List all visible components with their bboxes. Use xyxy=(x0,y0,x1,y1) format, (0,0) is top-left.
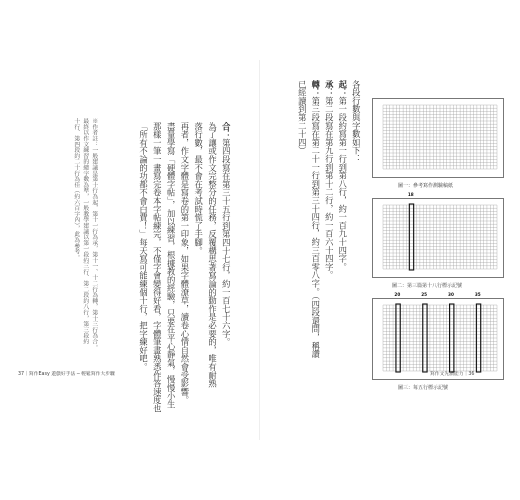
section-lead: 轉： xyxy=(310,80,321,97)
column-number-label: 25 xyxy=(421,292,428,297)
section-lead: 起： xyxy=(337,80,348,97)
text-column xyxy=(194,122,202,255)
column-text: 各段行數與字數如下： xyxy=(351,80,362,163)
figure-2-caption: 圖二：第三篇第十八行標示記號 xyxy=(392,283,463,289)
text-column xyxy=(222,122,230,346)
column-text: 盡量學寫「硬體字帖」，加以練習，根據教的經驗，只要在平心靜氣，慢慢小生 xyxy=(166,122,177,409)
column-text: 「所有不論的功都不會白費！」每天寫可能練個十行，把字練好吧。 xyxy=(138,122,149,371)
column-text: 為了讓或作文完整分的任務，反覆構思著寫論的動作是必要的，唯有耐熟 xyxy=(207,122,218,388)
column-text: 再者，作文字體是寫卷的第一印象，如果字體潦草，讀卷心情自然會受影響。 xyxy=(179,122,190,405)
text-column xyxy=(181,122,189,404)
column-number-label: 30 xyxy=(448,292,454,297)
column-text: 那樣一筆一畫寫完卷本字帖練完，不僅字會變得好看，字體筆畫熟悉作答速度也 xyxy=(152,122,163,413)
column-text: 第一段約寫第一行到第八行，約一百九十四字。 xyxy=(337,96,348,271)
right-page-footer: 寫作文先讀能力｜36 xyxy=(430,372,475,377)
figure-3-caption: 圖三：每五行標示記號 xyxy=(398,385,449,391)
figure-1-grid xyxy=(372,98,504,178)
column-number-label: 35 xyxy=(474,292,481,297)
right-page xyxy=(260,0,520,500)
text-column xyxy=(139,122,147,371)
figure-2-grid xyxy=(372,198,504,278)
column-text: 第三段寫在第二十一行到第三十四行，約三百零八字。（四段還問，稱讚 xyxy=(310,96,321,359)
text-column xyxy=(325,80,333,279)
section-lead: 合： xyxy=(221,122,232,139)
text-column xyxy=(153,122,161,413)
column-text: 已經讀到第二十四） xyxy=(297,80,308,155)
column-number-label: 20 xyxy=(394,292,401,297)
grid-lines xyxy=(373,199,503,277)
text-column xyxy=(208,122,216,388)
figure-1-caption: 圖一：參考寫作測驗稿紙 xyxy=(398,183,454,189)
text-column xyxy=(339,80,347,271)
grid-lines xyxy=(373,99,503,177)
note-column: ※作者註：一般建議是第十行為起，第十一行為承，第十一、十二行為轉，第十三行為合。 xyxy=(90,118,97,350)
section-lead: 承： xyxy=(324,80,335,97)
grid-lines xyxy=(373,299,503,379)
text-column xyxy=(298,80,306,155)
text-column xyxy=(312,80,320,358)
column-text: 第四段寫在第三十五行到第四十七行，約一百七十六字。 xyxy=(221,138,232,347)
figure-3-grid xyxy=(372,298,504,380)
left-page-footer: 37｜寫作Easy 遊戲好手法 ─ 輕鬆寫作大步驟 xyxy=(18,372,115,377)
column-text: 落行數，最不會在考試時慌了手腳。 xyxy=(193,122,204,255)
column-text: 第二段寫在第九行到第十二行，約一百六十四字。 xyxy=(324,96,335,280)
text-column xyxy=(352,80,360,163)
note-column: 十行、第四段約二十行為佳（約六百字內），此為參考。 xyxy=(72,118,79,261)
note-column: 最終以作文練習的總字數為準，一般教學建議以第一段約三行、第二段約八行，第三段約 xyxy=(81,118,88,345)
column-number-label: 18 xyxy=(407,192,414,197)
text-column xyxy=(167,122,175,408)
